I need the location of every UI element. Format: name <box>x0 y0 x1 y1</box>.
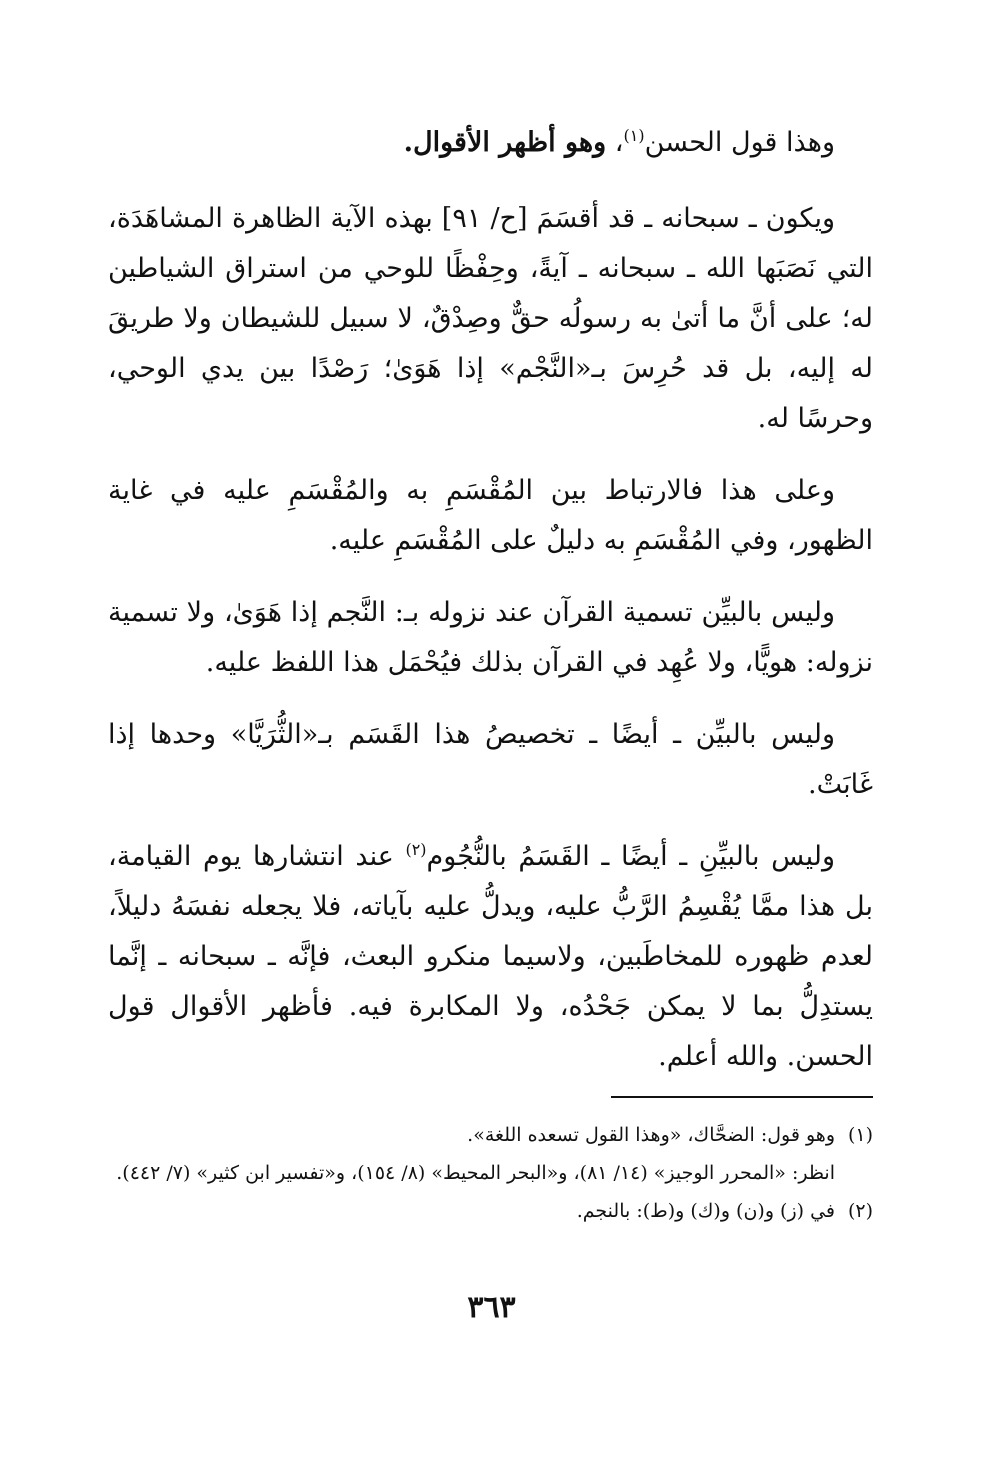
page-number: ٣٦٣ <box>467 1290 516 1325</box>
footnote-2-number: (٢) <box>847 1200 873 1222</box>
main-text <box>108 118 873 1104</box>
footnote-2 <box>108 1192 873 1230</box>
paragraph-2: ويكون ـ سبحانه ـ قد أقسَمَ [ح/ ٩١] بهذه الآية الظاهرة المشاهَدَة، التي نَصَبَها الله ـ سبحانه ـ آيةً، وحِفْظًا للوحي من استراق الشياطين له؛ على أنَّ ما أتىٰ به رسولُه حقٌّ وصِدْقٌ، لا سبيل للشيطان ولا طريقَ له إليه، بل قد حُرِسَ بـ«النَّجْم» إذا هَوَىٰ؛ رَصْدًا بين يدي الوحي، وحرسًا له. <box>108 203 873 434</box>
footnote-ref-2[interactable]: (٢) <box>405 840 427 859</box>
paragraph-1 <box>108 118 873 168</box>
paragraph-6-text-end: عند انتشارها يوم القيامة، بل هذا ممَّا يُقْسِمُ الرَّبُّ عليه، ويدلُّ عليه بآياته، فلا يجعله نفسَهُ دليلاً، لعدم ظهوره للمخاطَبين، ولاسيما منكرو البعث، فإنَّه ـ سبحانه ـ إنَّما يستدِلُّ بما لا يمكن جَحْدُه، ولا المكابرة فيه. فأظهر الأقوال قول الحسن. والله أعلم. <box>108 841 873 1072</box>
paragraph-1-separator: ، <box>606 127 624 158</box>
paragraph-1-text: وهذا قول الحسن <box>644 127 835 158</box>
footnotes <box>108 1116 873 1230</box>
footnote-1-continuation: انظر: «المحرر الوجيز» (١٤/ ٨١)، و«البحر المحيط» (٨/ ١٥٤)، و«تفسير ابن كثير» (٧/ ٤٤٢). <box>116 1162 835 1184</box>
footnote-1 <box>108 1116 873 1154</box>
footnote-1-number: (١) <box>847 1124 873 1146</box>
paragraph-1-bold-text: وهو أظهر الأقوال. <box>403 127 607 158</box>
footnote-2-text: في (ز) و(ن) و(ك) و(ط): بالنجم. <box>576 1200 835 1222</box>
footnote-divider <box>611 1096 873 1098</box>
paragraph-6-text-start: وليس بالبيِّنِ ـ أيضًا ـ القَسَمُ بالنُّجُوم <box>426 841 835 872</box>
paragraph-3: وعلى هذا فالارتباط بين المُقْسَمِ به والمُقْسَمِ عليه في غاية الظهور، وفي المُقْسَمِ به دليلٌ على المُقْسَمِ عليه. <box>108 475 873 556</box>
footnote-1-text: وهو قول: الضحَّاك، «وهذا القول تسعده اللغة». <box>467 1124 835 1146</box>
paragraph-6 <box>108 832 873 1082</box>
paragraph-5: وليس بالبيِّن ـ أيضًا ـ تخصيصُ هذا القَسَم بـ«الثُّرَيَّا» وحدها إذا غَابَتْ. <box>108 719 873 800</box>
paragraph-4: وليس بالبيِّن تسمية القرآن عند نزوله بـ: النَّجم إذا هَوَىٰ، ولا تسمية نزوله: هويًّا، ولا عُهِد في القرآن بذلك فيُحْمَل هذا اللفظ عليه. <box>108 597 873 678</box>
footnote-ref-1[interactable]: (١) <box>623 126 645 145</box>
